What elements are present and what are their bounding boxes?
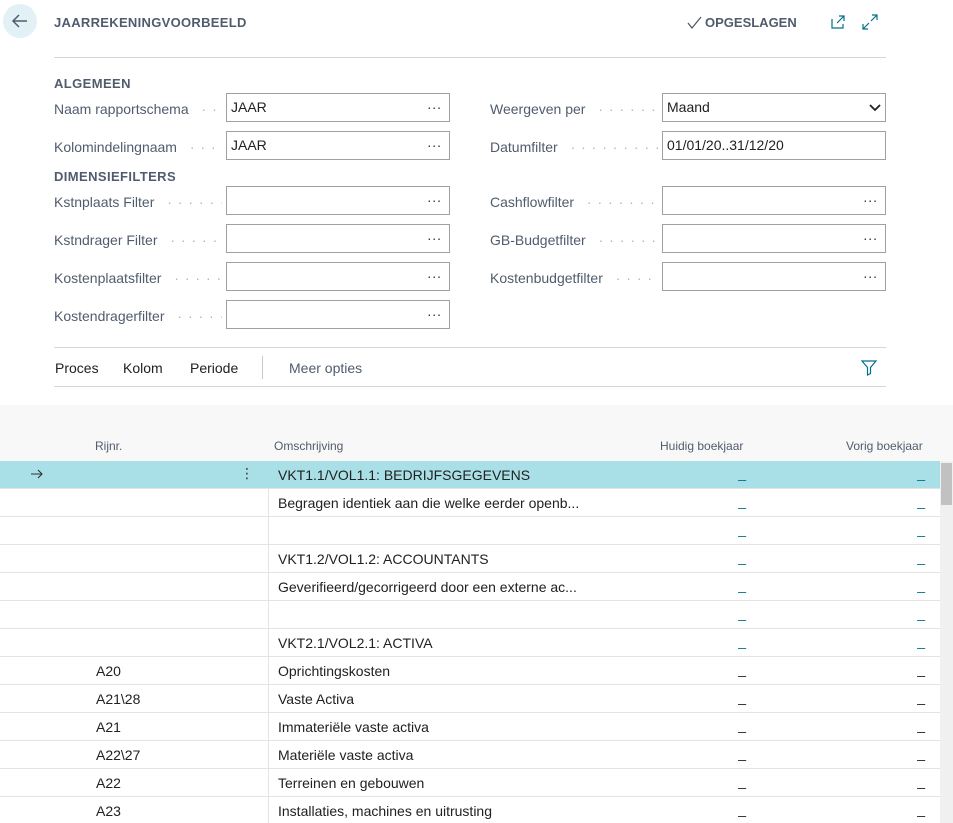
action-proces[interactable]: Proces bbox=[55, 360, 99, 376]
action-bar-divider-top bbox=[54, 347, 886, 348]
ellipsis-icon[interactable]: ... bbox=[427, 96, 442, 112]
vertical-scrollbar[interactable] bbox=[940, 461, 953, 823]
current-row-arrow-icon bbox=[29, 464, 45, 487]
weergeven-value: Maand bbox=[667, 99, 710, 115]
cell-huidig-boekjaar: _ bbox=[738, 689, 746, 705]
cell-omschrijving: Installaties, machines en uitrusting bbox=[278, 803, 492, 819]
cell-huidig-boekjaar: _ bbox=[738, 717, 746, 733]
ellipsis-icon[interactable]: ... bbox=[427, 303, 442, 319]
label-kstndrager: Kstndrager Filter · · · bbox=[54, 232, 222, 248]
table-row[interactable] bbox=[0, 517, 940, 545]
cell-vorig-boekjaar: _ bbox=[917, 773, 925, 789]
column-divider bbox=[268, 573, 269, 601]
back-arrow-icon bbox=[10, 11, 30, 31]
row-actions-icon[interactable]: ⋮ bbox=[240, 465, 254, 481]
cell-rijnr: A21\28 bbox=[96, 691, 141, 707]
label-weergeven: Weergeven per · · · bbox=[490, 101, 658, 117]
column-divider bbox=[268, 713, 269, 741]
cell-huidig-boekjaar: _ bbox=[738, 773, 746, 789]
action-periode[interactable]: Periode bbox=[190, 360, 239, 376]
cell-omschrijving: VKT1.2/VOL1.2: ACCOUNTANTS bbox=[278, 551, 489, 567]
cell-rijnr: A22\27 bbox=[96, 747, 141, 763]
cell-huidig-boekjaar: _ bbox=[738, 661, 746, 677]
cell-vorig-boekjaar: _ bbox=[917, 717, 925, 733]
kolomindeling-field[interactable] bbox=[226, 131, 450, 160]
table-row[interactable] bbox=[0, 461, 940, 489]
label-kostenbudget: Kostenbudgetfilter · · · bbox=[490, 270, 658, 286]
filter-icon[interactable] bbox=[860, 359, 878, 377]
table-row[interactable] bbox=[0, 489, 940, 517]
cell-omschrijving: VKT1.1/VOL1.1: BEDRIJFSGEGEVENS bbox=[278, 467, 531, 483]
cell-vorig-boekjaar[interactable]: _ bbox=[917, 521, 925, 537]
ellipsis-icon[interactable]: ... bbox=[427, 227, 442, 243]
action-meer-opties[interactable]: Meer opties bbox=[289, 360, 363, 376]
ellipsis-icon[interactable]: ... bbox=[427, 134, 442, 150]
expand-icon bbox=[862, 14, 878, 30]
table-row[interactable] bbox=[0, 685, 940, 713]
table-row[interactable] bbox=[0, 601, 940, 629]
cell-vorig-boekjaar: _ bbox=[917, 661, 925, 677]
label-kolomindeling: Kolomindelingnaam · · · bbox=[54, 139, 222, 155]
cell-huidig-boekjaar[interactable]: _ bbox=[738, 465, 746, 481]
kostenbudget-filter-field[interactable] bbox=[662, 262, 886, 291]
table-row[interactable] bbox=[0, 657, 940, 685]
cell-vorig-boekjaar[interactable]: _ bbox=[917, 633, 925, 649]
action-bar-divider-bottom bbox=[54, 386, 886, 387]
ellipsis-icon[interactable]: ... bbox=[427, 265, 442, 281]
action-kolom[interactable]: Kolom bbox=[123, 360, 163, 376]
scrollbar-thumb[interactable] bbox=[941, 463, 952, 505]
ellipsis-icon[interactable]: ... bbox=[863, 265, 878, 281]
kostendrager-filter-field[interactable] bbox=[226, 300, 450, 329]
cell-vorig-boekjaar[interactable]: _ bbox=[917, 605, 925, 621]
cell-omschrijving: Begragen identiek aan die welke eerder openb... bbox=[278, 495, 580, 511]
weergeven-select[interactable] bbox=[662, 93, 886, 122]
ellipsis-icon[interactable]: ... bbox=[863, 189, 878, 205]
section-dimensiefilters: DIMENSIEFILTERS bbox=[54, 169, 177, 184]
cell-omschrijving: Terreinen en gebouwen bbox=[278, 775, 425, 791]
cell-omschrijving: VKT2.1/VOL2.1: ACTIVA bbox=[278, 635, 433, 651]
cell-rijnr: A21 bbox=[96, 719, 121, 735]
cell-vorig-boekjaar: _ bbox=[917, 745, 925, 761]
table-row[interactable] bbox=[0, 741, 940, 769]
label-rapportschema: Naam rapportschema · · · bbox=[54, 101, 222, 117]
cell-vorig-boekjaar[interactable]: _ bbox=[917, 549, 925, 565]
column-divider bbox=[268, 797, 269, 823]
cell-vorig-boekjaar[interactable]: _ bbox=[917, 493, 925, 509]
cell-rijnr: A22 bbox=[96, 775, 121, 791]
label-kostenplaats: Kostenplaatsfilter · · · bbox=[54, 270, 222, 286]
kolomindeling-value: JAAR bbox=[231, 137, 267, 153]
label-kstnplaats: Kstnplaats Filter · · · bbox=[54, 194, 222, 210]
expand-button[interactable] bbox=[861, 13, 879, 31]
table-row[interactable] bbox=[0, 629, 940, 657]
open-in-new-window-icon bbox=[830, 14, 846, 30]
table-row[interactable] bbox=[0, 545, 940, 573]
table-row[interactable] bbox=[0, 769, 940, 797]
ellipsis-icon[interactable]: ... bbox=[427, 189, 442, 205]
column-divider bbox=[268, 769, 269, 797]
checkmark-icon bbox=[686, 16, 702, 30]
ellipsis-icon[interactable]: ... bbox=[863, 227, 878, 243]
table-row[interactable] bbox=[0, 573, 940, 601]
cell-huidig-boekjaar[interactable]: _ bbox=[738, 549, 746, 565]
column-divider bbox=[268, 685, 269, 713]
label-kostendrager: Kostendragerfilter · · · bbox=[54, 308, 222, 324]
cashflow-filter-field[interactable] bbox=[662, 186, 886, 215]
column-header-vorig-boekjaar[interactable]: Vorig boekjaar bbox=[846, 439, 923, 453]
cell-omschrijving: Materiële vaste activa bbox=[278, 747, 414, 763]
cell-huidig-boekjaar[interactable]: _ bbox=[738, 493, 746, 509]
cell-vorig-boekjaar: _ bbox=[917, 689, 925, 705]
column-divider bbox=[268, 489, 269, 517]
chevron-down-icon bbox=[869, 103, 881, 113]
kstndrager-filter-field[interactable] bbox=[226, 224, 450, 253]
rapportschema-value: JAAR bbox=[231, 99, 267, 115]
cell-huidig-boekjaar: _ bbox=[738, 745, 746, 761]
column-header-huidig-boekjaar[interactable]: Huidig boekjaar bbox=[660, 439, 744, 453]
saved-label: OPGESLAGEN bbox=[705, 15, 797, 30]
open-in-new-window-button[interactable] bbox=[829, 13, 847, 31]
page-title: JAARREKENINGVOORBEELD bbox=[54, 15, 247, 30]
kostenplaats-filter-field[interactable] bbox=[226, 262, 450, 291]
datumfilter-field[interactable] bbox=[662, 131, 886, 160]
label-cashflow: Cashflowfilter · · · bbox=[490, 194, 658, 210]
column-divider bbox=[268, 517, 269, 545]
rapportschema-field[interactable] bbox=[226, 93, 450, 122]
column-divider bbox=[268, 741, 269, 769]
section-algemeen: ALGEMEEN bbox=[54, 76, 131, 91]
table-row[interactable] bbox=[0, 797, 940, 823]
gbbudget-filter-field[interactable] bbox=[662, 224, 886, 253]
column-divider bbox=[268, 657, 269, 685]
cell-vorig-boekjaar: _ bbox=[917, 801, 925, 817]
cell-omschrijving: Vaste Activa bbox=[278, 691, 355, 707]
cell-vorig-boekjaar[interactable]: _ bbox=[917, 577, 925, 593]
back-button[interactable] bbox=[3, 4, 37, 38]
label-datumfilter: Datumfilter · · · bbox=[490, 139, 658, 155]
column-divider bbox=[268, 629, 269, 657]
kstnplaats-filter-field[interactable] bbox=[226, 186, 450, 215]
cell-huidig-boekjaar[interactable]: _ bbox=[738, 577, 746, 593]
column-divider bbox=[268, 545, 269, 573]
header-divider bbox=[54, 57, 886, 58]
cell-vorig-boekjaar[interactable]: _ bbox=[917, 465, 925, 481]
column-header-rijnr[interactable]: Rijnr. bbox=[95, 439, 123, 453]
cell-huidig-boekjaar[interactable]: _ bbox=[738, 633, 746, 649]
cell-huidig-boekjaar: _ bbox=[738, 801, 746, 817]
cell-rijnr: A20 bbox=[96, 663, 121, 679]
cell-huidig-boekjaar[interactable]: _ bbox=[738, 521, 746, 537]
cell-huidig-boekjaar[interactable]: _ bbox=[738, 605, 746, 621]
action-separator bbox=[262, 356, 263, 379]
cell-omschrijving: Oprichtingskosten bbox=[278, 663, 391, 679]
cell-rijnr: A23 bbox=[96, 803, 121, 819]
saved-status bbox=[686, 15, 797, 30]
grid-header bbox=[0, 405, 953, 461]
column-divider bbox=[268, 601, 269, 629]
label-gbbudget: GB-Budgetfilter · · · bbox=[490, 232, 658, 248]
column-header-omschrijving[interactable]: Omschrijving bbox=[274, 439, 344, 453]
cell-omschrijving: Immateriële vaste activa bbox=[278, 719, 429, 735]
cell-omschrijving: Geverifieerd/gecorrigeerd door een externe ac... bbox=[278, 579, 577, 595]
datumfilter-value: 01/01/20..31/12/20 bbox=[667, 137, 784, 153]
table-row[interactable] bbox=[0, 713, 940, 741]
